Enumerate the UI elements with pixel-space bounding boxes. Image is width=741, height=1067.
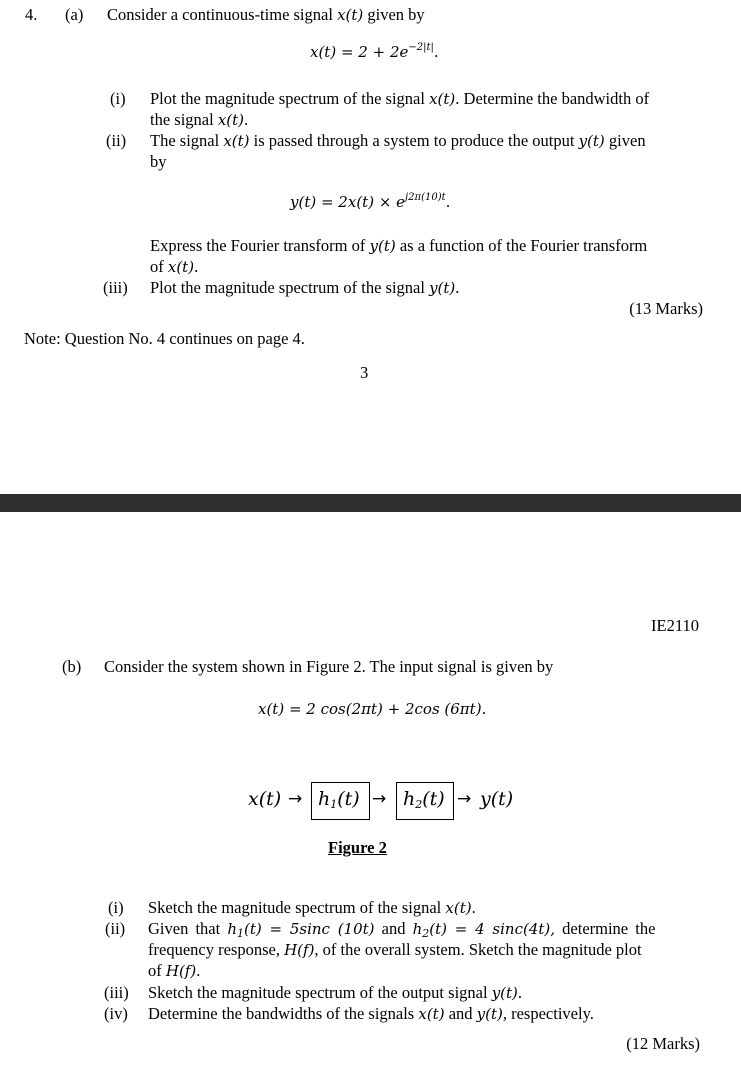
equation-x-t: $x(t) = 2 + 2e^{-2|t|}$. xyxy=(310,42,439,61)
figure-caption: Figure 2 xyxy=(328,838,387,857)
part-b-label: (b) xyxy=(62,657,82,676)
part-b-ii-line2: frequency response, H(f), of the overall system. Sketch the magnitude plot xyxy=(148,940,642,959)
express-line2: of x(t). xyxy=(150,257,199,276)
continuation-note: Note: Question No. 4 continues on page 4. xyxy=(24,329,305,348)
course-code: IE2110 xyxy=(651,616,699,635)
part-b-iv-text: Determine the bandwidths of the signals x(t) and y(t), respectively. xyxy=(148,1004,594,1023)
equation-b-x-t: x(t) = 2 cos(2πt) + 2cos (6πt). xyxy=(258,700,487,718)
marks-a: (13 Marks) xyxy=(629,299,703,318)
h1-block: $h_1(t)$ xyxy=(311,782,370,820)
express-line1: Express the Fourier transform of y(t) as a function of the Fourier transform xyxy=(150,236,648,255)
part-b-iii-label: (iii) xyxy=(104,983,129,1002)
marks-b: (12 Marks) xyxy=(626,1034,700,1053)
part-b-iii-text: Sketch the magnitude spectrum of the output signal y(t). xyxy=(148,983,523,1002)
part-a-iii-text: Plot the magnitude spectrum of the signal y(t). xyxy=(150,278,460,297)
arrow-icon: → xyxy=(457,789,472,809)
page-divider xyxy=(0,494,741,512)
part-a-ii-line1: The signal x(t) is passed through a system to produce the output y(t) given xyxy=(150,131,646,150)
part-a-i-line2: the signal x(t). xyxy=(150,110,249,129)
part-a-label: (a) xyxy=(65,5,84,24)
diagram-output-label: y(t) xyxy=(480,788,514,810)
arrow-icon: → xyxy=(372,789,387,809)
diagram-input-label: x(t) xyxy=(248,788,282,810)
part-b-i-label: (i) xyxy=(108,898,124,917)
part-b-ii-line3: of H(f). xyxy=(148,961,201,980)
part-b-ii-label: (ii) xyxy=(105,919,126,938)
part-b-iv-label: (iv) xyxy=(104,1004,128,1023)
h2-block: $h_2(t)$ xyxy=(396,782,454,820)
arrow-icon: → xyxy=(288,789,303,809)
page-number: 3 xyxy=(360,363,369,382)
h2-label: h xyxy=(403,788,416,810)
part-b-intro: Consider the system shown in Figure 2. The input signal is given by xyxy=(104,657,554,676)
part-a-i-label: (i) xyxy=(110,89,126,108)
part-b-ii-line1: Given that $h_1(t) = 5\sin c$ (10t) and $h_2(t) = 4$ sinc(4t), determine the xyxy=(148,919,656,940)
equation-y-t: $y(t) = 2x(t) \times e^{j2\pi(10)t}$. xyxy=(290,192,451,211)
question-number: 4. xyxy=(25,5,38,24)
h1-label: h xyxy=(318,788,331,810)
part-a-iii-label: (iii) xyxy=(103,278,128,297)
part-a-ii-line2: by xyxy=(150,152,167,171)
part-a-ii-label: (ii) xyxy=(106,131,127,150)
part-b-i-text: Sketch the magnitude spectrum of the signal x(t). xyxy=(148,898,476,917)
part-a-i-line1: Plot the magnitude spectrum of the signal x(t). Determine the bandwidth of xyxy=(150,89,650,108)
part-a-intro: Consider a continuous-time signal x(t) given by xyxy=(107,5,425,24)
